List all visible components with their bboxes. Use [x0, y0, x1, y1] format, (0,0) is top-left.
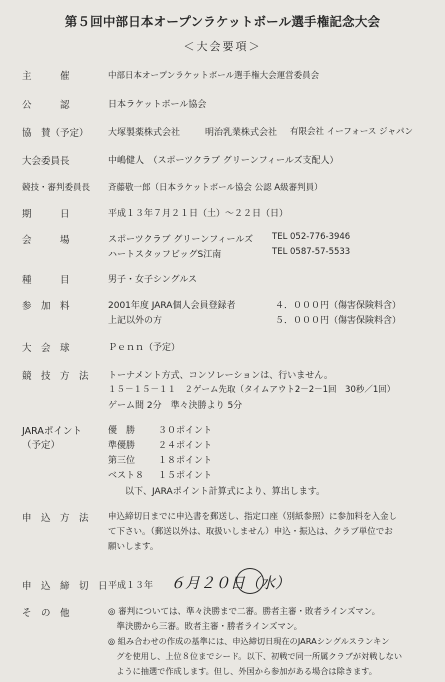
document-title: 第５回中部日本オープンラケットボール選手権記念大会	[64, 14, 381, 29]
official-ball-value: Ｐｅｎｎ（予定）	[108, 343, 181, 353]
other-line: 準決勝から三審。敗者主審・勝者ラインズマン。	[108, 622, 303, 632]
fee-desc: 上記以外の方	[108, 316, 163, 326]
deadline-label: 申 込 締 切 日	[22, 581, 108, 592]
fee-amount: ５．０００円（傷害保険料含）	[275, 316, 402, 326]
handwritten-circle	[236, 568, 264, 594]
sponsor-item: 明治乳業株式会社	[205, 128, 278, 138]
points-value: ３０ポイント	[158, 426, 213, 436]
jara-points-label: JARAポイント	[22, 426, 82, 437]
sponsors-label: 協 賛（予定）	[22, 128, 89, 139]
application-line: て下さい。（郵送以外は、取扱いしません）申込・振込は、クラブ単位でお	[108, 527, 393, 537]
points-rank: ベスト８	[108, 471, 145, 481]
venue-name: ハートスタッフビッグS江南	[108, 250, 222, 260]
organizer-label: 主 催	[22, 71, 70, 82]
handwritten-deadline: ６月２０日（水）	[170, 574, 291, 592]
event-value: 男子・女子シングルス	[108, 275, 198, 285]
venue-name: スポーツクラブ グリーンフィールズ	[108, 235, 254, 245]
date-value: 平成１３年７月２１日（土）～２２日（日）	[108, 209, 289, 219]
event-label: 種 目	[22, 275, 70, 286]
other-line: ◎ 組み合わせの作成の基準には、申込締切日現在のJARAシングルスランキン	[108, 636, 390, 646]
points-value: １８ポイント	[158, 456, 213, 466]
sanction-label: 公 認	[22, 100, 70, 111]
referee-chair-value: 斉藤敬一郎（日本ラケットボール協会 公認 A級審判員）	[108, 183, 323, 193]
venue-tel: TEL 052-776-3946	[272, 232, 351, 242]
entry-fee-label: 参 加 料	[22, 301, 70, 312]
other-line: ように抽選で作成します。但し、外国から参加がある場合は除きます。	[108, 666, 377, 676]
chairperson-value: 中嶋健人 （スポーツクラブ グリーンフィールズ支配人）	[108, 156, 339, 166]
points-value: １５ポイント	[158, 471, 213, 481]
points-rank: 優 勝	[108, 426, 136, 436]
referee-chair-label: 競技・審判委員長	[22, 183, 91, 193]
venue-label: 会 場	[22, 235, 70, 246]
application-method-label: 申 込 方 法	[22, 513, 89, 524]
other-label: そ の 他	[22, 608, 70, 619]
document-subtitle: ＜大会要項＞	[183, 40, 262, 53]
format-line: トーナメント方式、コンソレーションは、行いません。	[108, 371, 333, 381]
format-line: ゲーム間 2分 準々決勝より 5分	[108, 401, 243, 411]
official-ball-label: 大 会 球	[22, 343, 70, 354]
points-value: ２４ポイント	[158, 441, 213, 451]
fee-desc: 2001年度 JARA個人会員登録者	[108, 301, 236, 311]
points-rank: 準優勝	[108, 441, 136, 451]
application-line: 願いします。	[108, 542, 159, 552]
fee-amount: ４．０００円（傷害保険料含）	[275, 301, 402, 311]
venue-tel: TEL 0587-57-5533	[272, 247, 351, 257]
other-line: グを使用し、上位８位までシード。以下、初戦で同一所属クラブが対戦しない	[108, 651, 403, 661]
sanction-value: 日本ラケットボール協会	[108, 100, 207, 110]
format-line: １５－１５－１１ ２ゲーム先取（タイムアウト2－2－1回 30秒／1回）	[108, 385, 396, 395]
sponsor-item: 大塚製薬株式会社	[108, 128, 181, 138]
chairperson-label: 大会委員長	[22, 156, 70, 167]
sponsor-item: 有限会社 イーフォース ジャパン	[290, 127, 413, 137]
organizer-value: 中部日本オープンラケットボール選手権大会運営委員会	[108, 71, 320, 81]
format-label: 競 技 方 法	[22, 371, 89, 382]
points-note: 以下、JARAポイント計算式により、算出します。	[125, 487, 325, 497]
application-line: 申込締切日までに申込書を郵送し、指定口座（別紙参照）に参加料を入金し	[108, 512, 398, 522]
points-rank: 第三位	[108, 456, 136, 466]
jara-points-sublabel: （予定）	[22, 440, 61, 451]
other-line: ◎ 審判については、準々決勝まで二審。勝者主審・敗者ラインズマン。	[108, 607, 381, 617]
deadline-prefix: 平成１３年	[108, 581, 154, 591]
date-label: 期 日	[22, 209, 70, 220]
